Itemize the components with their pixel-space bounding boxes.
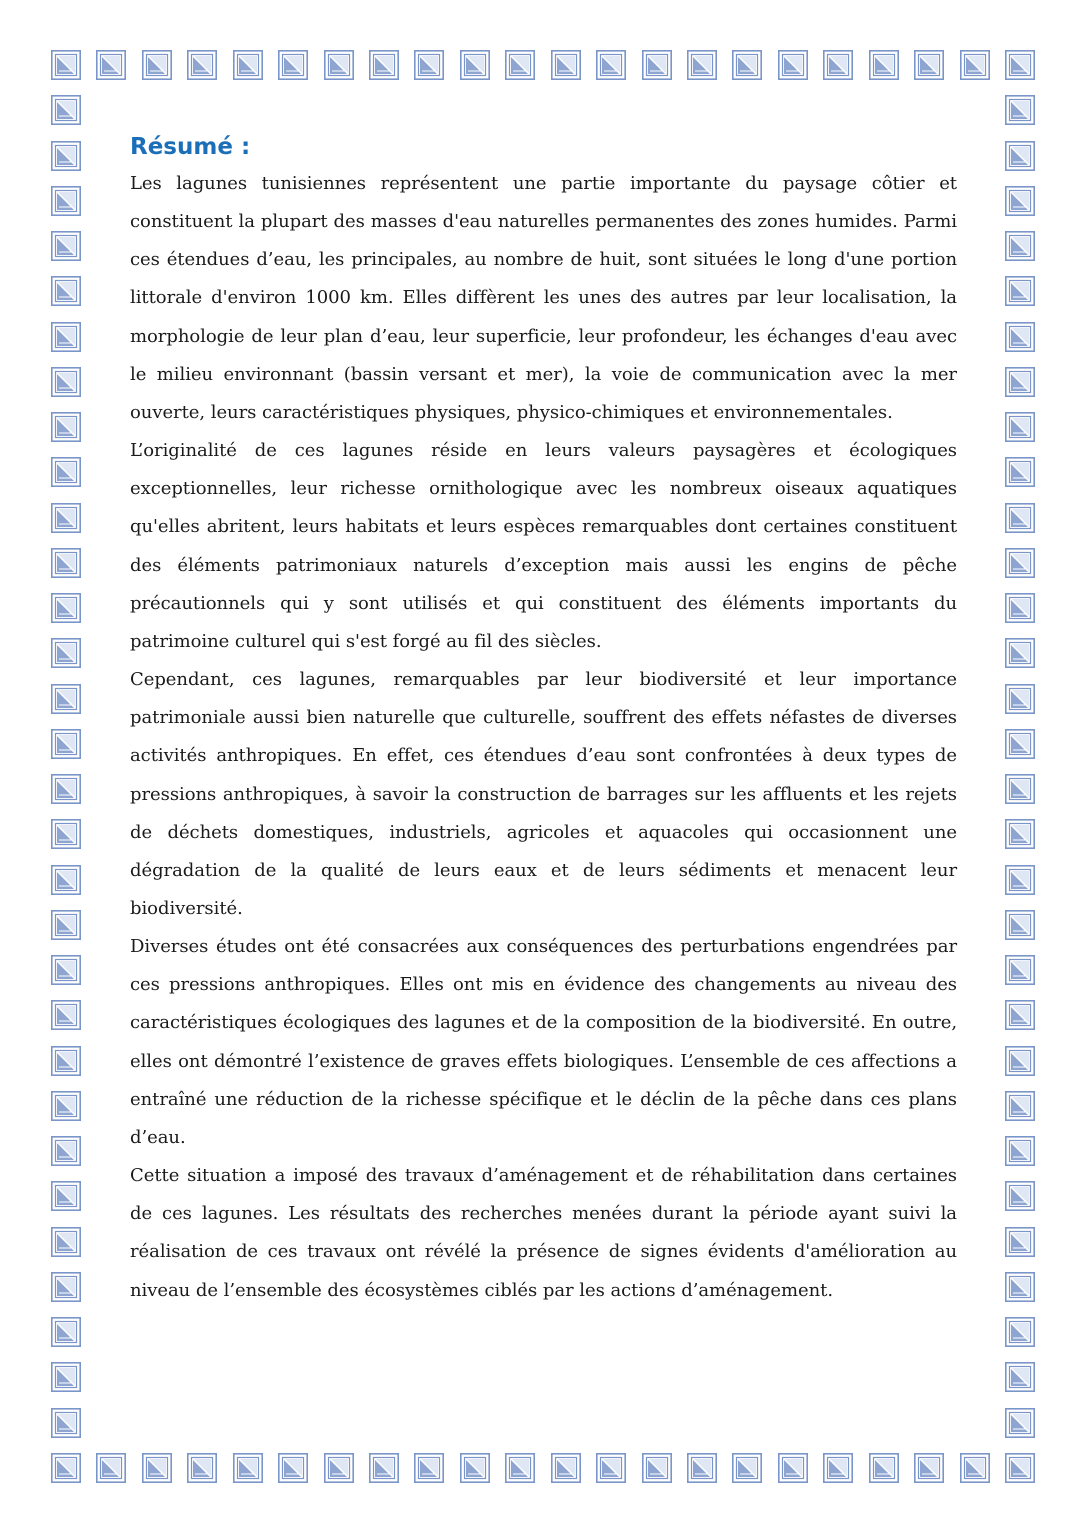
decorative-square-tile-icon	[1006, 866, 1034, 894]
summary-paragraph-5: Cette situation a imposé des travaux d’aménagement et de réhabilitation dans certaines de ces lagunes. Les résultats des recherches menées durant la période ayant suivi la réalisation de ces travaux ont révélé la présence de signes évidents d'amélioration au niveau de l’ensemble des écosystèmes ciblés par les actions d’aménagement.	[130, 1165, 957, 1301]
decorative-square-tile-icon	[52, 730, 80, 758]
decorative-square-tile-icon	[1006, 187, 1034, 215]
decorative-square-tile-icon	[915, 1454, 943, 1482]
decorative-square-tile-icon	[1006, 1228, 1034, 1256]
summary-paragraph-4: Diverses études ont été consacrées aux conséquences des perturbations engendrées par ces pressions anthropiques. Elles ont mis en évidence des changements au niveau des caractéristiques écologiques des lagunes et de la composition de la biodiversité. En outre, elles ont démontré l’existence de graves effets biologiques. L’ensemble de ces affections a entraîné une réduction de la richesse spécifique et le déclin de la pêche dans ces plans d’eau.	[130, 936, 957, 1148]
decorative-square-tile-icon	[1006, 277, 1034, 305]
decorative-square-tile-icon	[1006, 1363, 1034, 1391]
decorative-square-tile-icon	[824, 1454, 852, 1482]
decorative-square-tile-icon	[1006, 1001, 1034, 1029]
decorative-square-tile-icon	[234, 1454, 262, 1482]
decorative-square-tile-icon	[52, 1318, 80, 1346]
decorative-square-tile-icon	[52, 323, 80, 351]
decorative-square-tile-icon	[52, 1092, 80, 1120]
decorative-square-tile-icon	[643, 1454, 671, 1482]
decorative-square-tile-icon	[415, 1454, 443, 1482]
decorative-square-tile-icon	[733, 51, 761, 79]
decorative-square-tile-icon	[234, 51, 262, 79]
decorative-square-tile-icon	[1006, 820, 1034, 848]
decorative-square-tile-icon	[52, 142, 80, 170]
summary-paragraph-3: Cependant, ces lagunes, remarquables par leur biodiversité et leur importance patrimoniale aussi bien naturelle que culturelle, souffrent des effets néfastes de diverses activités anthropiques. En effet, ces étendues d’eau sont confrontées à deux types de pressions anthropiques, à savoir la construction de barrages sur les affluents et les rejets de déchets domestiques, industriels, agricoles et aquacoles qui occasionnent une dégradation de la qualité de leurs eaux et de leurs sédiments et menacent leur biodiversité.	[130, 669, 957, 919]
decorative-square-tile-icon	[188, 1454, 216, 1482]
decorative-square-tile-icon	[506, 1454, 534, 1482]
summary-paragraph-2: L’originalité de ces lagunes réside en leurs valeurs paysagères et écologiques exceptionnelles, leur richesse ornithologique avec les nombreux oiseaux aquatiques qu'elles abritent, leurs habitats et leurs espèces remarquables dont certaines constituent des éléments patrimoniaux naturels d’exception mais aussi les engins de pêche précautionnels qui y sont utilisés et qui constituent des éléments importants du patrimoine culturel qui s'est forgé au fil des siècles.	[130, 440, 957, 652]
decorative-square-tile-icon	[1006, 730, 1034, 758]
decorative-square-tile-icon	[1006, 323, 1034, 351]
decorative-square-tile-icon	[143, 51, 171, 79]
decorative-square-tile-icon	[52, 504, 80, 532]
decorative-square-tile-icon	[52, 187, 80, 215]
decorative-square-tile-icon	[52, 1228, 80, 1256]
decorative-square-tile-icon	[52, 1363, 80, 1391]
decorative-square-tile-icon	[52, 911, 80, 939]
decorative-square-tile-icon	[1006, 413, 1034, 441]
decorative-square-tile-icon	[1006, 639, 1034, 667]
decorative-square-tile-icon	[52, 549, 80, 577]
decorative-square-tile-icon	[733, 1454, 761, 1482]
decorative-square-tile-icon	[370, 51, 398, 79]
decorative-square-tile-icon	[279, 51, 307, 79]
decorative-square-tile-icon	[52, 685, 80, 713]
decorative-square-tile-icon	[1006, 1092, 1034, 1120]
decorative-square-tile-icon	[52, 866, 80, 894]
decorative-square-tile-icon	[597, 51, 625, 79]
decorative-square-tile-icon	[143, 1454, 171, 1482]
decorative-square-tile-icon	[1006, 911, 1034, 939]
decorative-square-tile-icon	[688, 1454, 716, 1482]
decorative-square-tile-icon	[643, 51, 671, 79]
decorative-square-tile-icon	[52, 1137, 80, 1165]
decorative-square-tile-icon	[52, 458, 80, 486]
decorative-square-tile-icon	[779, 51, 807, 79]
decorative-square-tile-icon	[52, 1001, 80, 1029]
decorative-square-tile-icon	[52, 1409, 80, 1437]
decorative-square-tile-icon	[1006, 549, 1034, 577]
decorative-square-tile-icon	[325, 1454, 353, 1482]
summary-section	[130, 130, 957, 1310]
decorative-square-tile-icon	[870, 1454, 898, 1482]
decorative-square-tile-icon	[52, 1454, 80, 1482]
decorative-square-tile-icon	[1006, 594, 1034, 622]
decorative-square-tile-icon	[52, 820, 80, 848]
decorative-square-tile-icon	[52, 232, 80, 260]
decorative-square-tile-icon	[1006, 232, 1034, 260]
decorative-square-tile-icon	[1006, 1318, 1034, 1346]
decorative-square-tile-icon	[52, 277, 80, 305]
decorative-square-tile-icon	[1006, 685, 1034, 713]
decorative-square-tile-icon	[1006, 1454, 1034, 1482]
decorative-square-tile-icon	[1006, 458, 1034, 486]
decorative-square-tile-icon	[52, 1182, 80, 1210]
decorative-square-tile-icon	[97, 1454, 125, 1482]
decorative-square-tile-icon	[1006, 956, 1034, 984]
decorative-square-tile-icon	[961, 51, 989, 79]
decorative-square-tile-icon	[824, 51, 852, 79]
decorative-square-tile-icon	[52, 413, 80, 441]
decorative-square-tile-icon	[688, 51, 716, 79]
decorative-square-tile-icon	[370, 1454, 398, 1482]
decorative-square-tile-icon	[461, 1454, 489, 1482]
decorative-square-tile-icon	[1006, 1182, 1034, 1210]
decorative-square-tile-icon	[325, 51, 353, 79]
decorative-square-tile-icon	[52, 51, 80, 79]
decorative-square-tile-icon	[52, 639, 80, 667]
decorative-square-tile-icon	[1006, 368, 1034, 396]
decorative-square-tile-icon	[1006, 775, 1034, 803]
decorative-square-tile-icon	[52, 594, 80, 622]
decorative-square-tile-icon	[1006, 96, 1034, 124]
decorative-square-tile-icon	[552, 51, 580, 79]
decorative-square-tile-icon	[1006, 1047, 1034, 1075]
decorative-square-tile-icon	[779, 1454, 807, 1482]
summary-paragraph-1: Les lagunes tunisiennes représentent une partie importante du paysage côtier et constituent la plupart des masses d'eau naturelles permanentes des zones humides. Parmi ces étendues d’eau, les principales, au nombre de huit, sont situées le long d'une portion littorale d'environ 1000 km. Elles diffèrent les unes des autres par leur localisation, la morphologie de leur plan d’eau, leur superficie, leur profondeur, les échanges d'eau avec le milieu environnant (bassin versant et mer), la voie de communication avec la mer ouverte, leurs caractéristiques physiques, physico-chimiques et environnementales.	[130, 173, 957, 423]
decorative-square-tile-icon	[461, 51, 489, 79]
decorative-square-tile-icon	[97, 51, 125, 79]
decorative-square-tile-icon	[52, 775, 80, 803]
decorative-square-tile-icon	[1006, 51, 1034, 79]
decorative-square-tile-icon	[52, 1273, 80, 1301]
decorative-square-tile-icon	[52, 368, 80, 396]
decorative-square-tile-icon	[597, 1454, 625, 1482]
decorative-square-tile-icon	[1006, 1273, 1034, 1301]
decorative-square-tile-icon	[415, 51, 443, 79]
decorative-square-tile-icon	[52, 956, 80, 984]
decorative-square-tile-icon	[52, 96, 80, 124]
decorative-square-tile-icon	[52, 1047, 80, 1075]
decorative-square-tile-icon	[1006, 504, 1034, 532]
decorative-square-tile-icon	[1006, 1137, 1034, 1165]
decorative-square-tile-icon	[1006, 142, 1034, 170]
decorative-square-tile-icon	[961, 1454, 989, 1482]
decorative-square-tile-icon	[1006, 1409, 1034, 1437]
decorative-square-tile-icon	[506, 51, 534, 79]
decorative-square-tile-icon	[552, 1454, 580, 1482]
decorative-square-tile-icon	[870, 51, 898, 79]
decorative-square-tile-icon	[915, 51, 943, 79]
decorative-square-tile-icon	[279, 1454, 307, 1482]
summary-title: Résumé :	[130, 134, 251, 160]
decorative-square-tile-icon	[188, 51, 216, 79]
